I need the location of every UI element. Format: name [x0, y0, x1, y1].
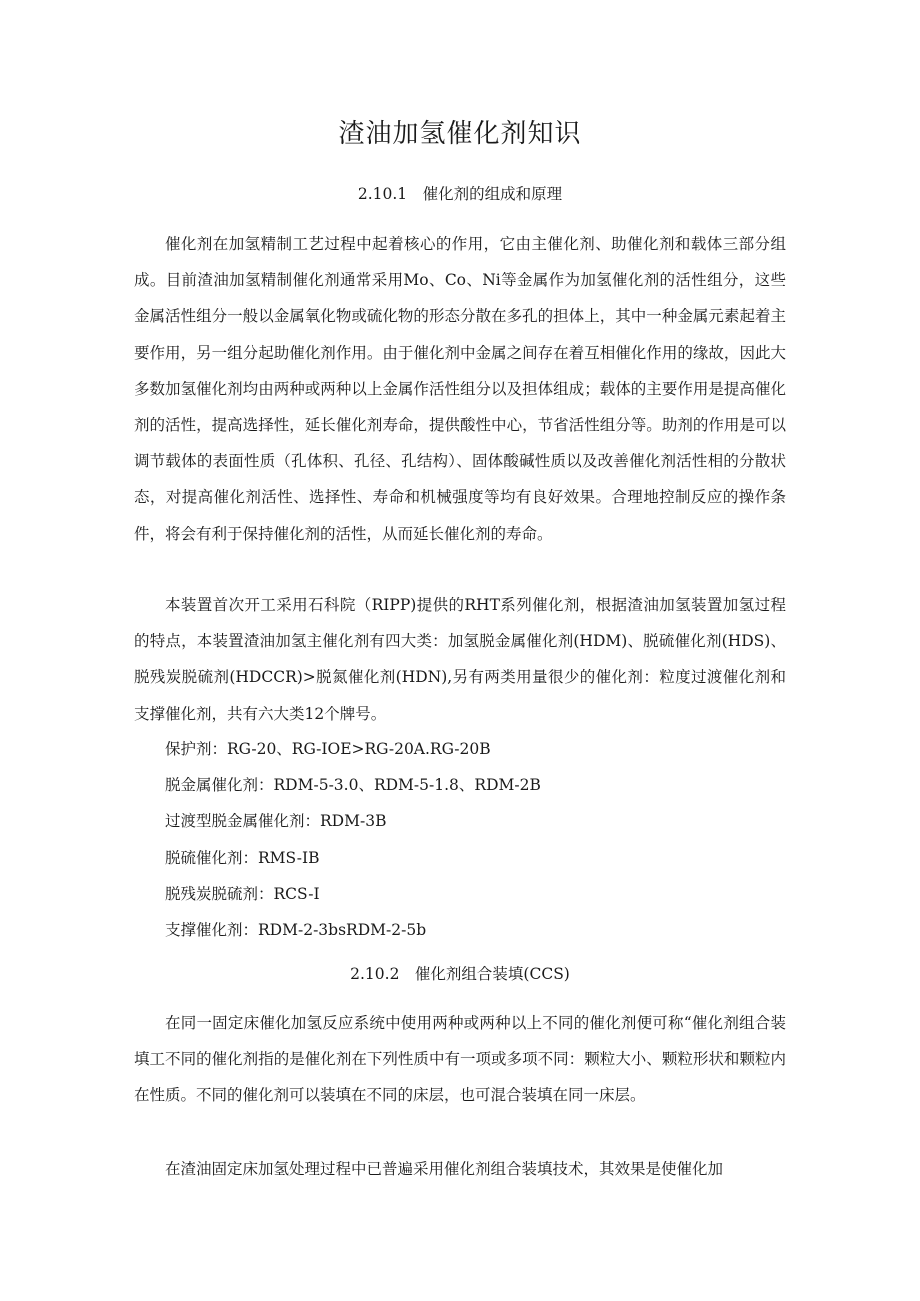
paragraph-rht-catalysts: 本装置首次开工采用石科院（RIPP)提供的RHT系列催化剂，根据渣油加氢装置加氢过程的特点，本装置渣油加氢主催化剂有四大类：加氢脱金属催化剂(HDM)、脱硫催化剂(HDS)、脱残炭脱硫剂(HDCCR)>脱氮催化剂(HDN),另有两类用量很少的催化剂：粒度过渡催化剂和支撑催化剂，共有六大类12个牌号。	[134, 596, 786, 723]
catalyst-list-item-demetallization: 脱金属催化剂：RDM-5-3.0、RDM-5-1.8、RDM-2B	[165, 776, 541, 795]
paragraph-catalyst-composition: 催化剂在加氢精制工艺过程中起着核心的作用，它由主催化剂、助催化剂和载体三部分组成。目前渣油加氢精制催化剂通常采用Mo、Co、Ni等金属作为加氢催化剂的活性组分，这些金属活性组分一般以金属氧化物或硫化物的形态分散在多孔的担体上，其中一种金属元素起着主要作用，另一组分起助催化剂作用。由于催化剂中金属之间存在着互相催化作用的缘故，因此大多数加氢催化剂均由两种或两种以上金属作活性组分以及担体组成；载体的主要作用是提高催化剂的活性，提高选择性，延长催化剂寿命，提供酸性中心，节省活性组分等。助剂的作用是可以调节载体的表面性质（孔体积、孔径、孔结构）、固体酸碱性质以及改善催化剂活性相的分散状态，对提高催化剂活性、选择性、寿命和机械强度等均有良好效果。合理地控制反应的操作条件，将会有利于保持催化剂的活性，从而延长催化剂的寿命。	[134, 235, 786, 543]
paragraph-combined-loading: 在同一固定床催化加氢反应系统中使用两种或两种以上不同的催化剂便可称“催化剂组合装填工不同的催化剂指的是催化剂在下列性质中有一项或多项不同：颗粒大小、颗粒形状和颗粒内在性质。不同的催化剂可以装填在不同的床层，也可混合装填在同一床层。	[134, 1014, 786, 1105]
catalyst-list-item-carbon-residue: 脱残炭脱硫剂：RCS-I	[165, 884, 320, 903]
section-heading-2-10-1: 2.10.1 催化剂的组成和原理	[357, 185, 563, 203]
catalyst-list-item-support: 支撑催化剂：RDM-2-3bsRDM-2-5b	[165, 921, 427, 940]
document-title: 渣油加氢催化剂知识	[338, 119, 582, 149]
catalyst-list-item-protective: 保护剂：RG-20、RG-IOE>RG-20A.RG-20B	[165, 740, 491, 758]
paragraph-combined-loading-effect: 在渣油固定床加氢处理过程中已普遍采用催化剂组合装填技术，其效果是使催化加	[165, 1160, 724, 1178]
catalyst-list-item-desulfurization: 脱硫催化剂：RMS-IB	[165, 848, 320, 867]
catalyst-list	[134, 731, 817, 948]
catalyst-list-item-transition: 过渡型脱金属催化剂：RDM-3B	[165, 812, 387, 831]
section-heading-2-10-2: 2.10.2 催化剂组合装填(CCS)	[350, 965, 570, 983]
